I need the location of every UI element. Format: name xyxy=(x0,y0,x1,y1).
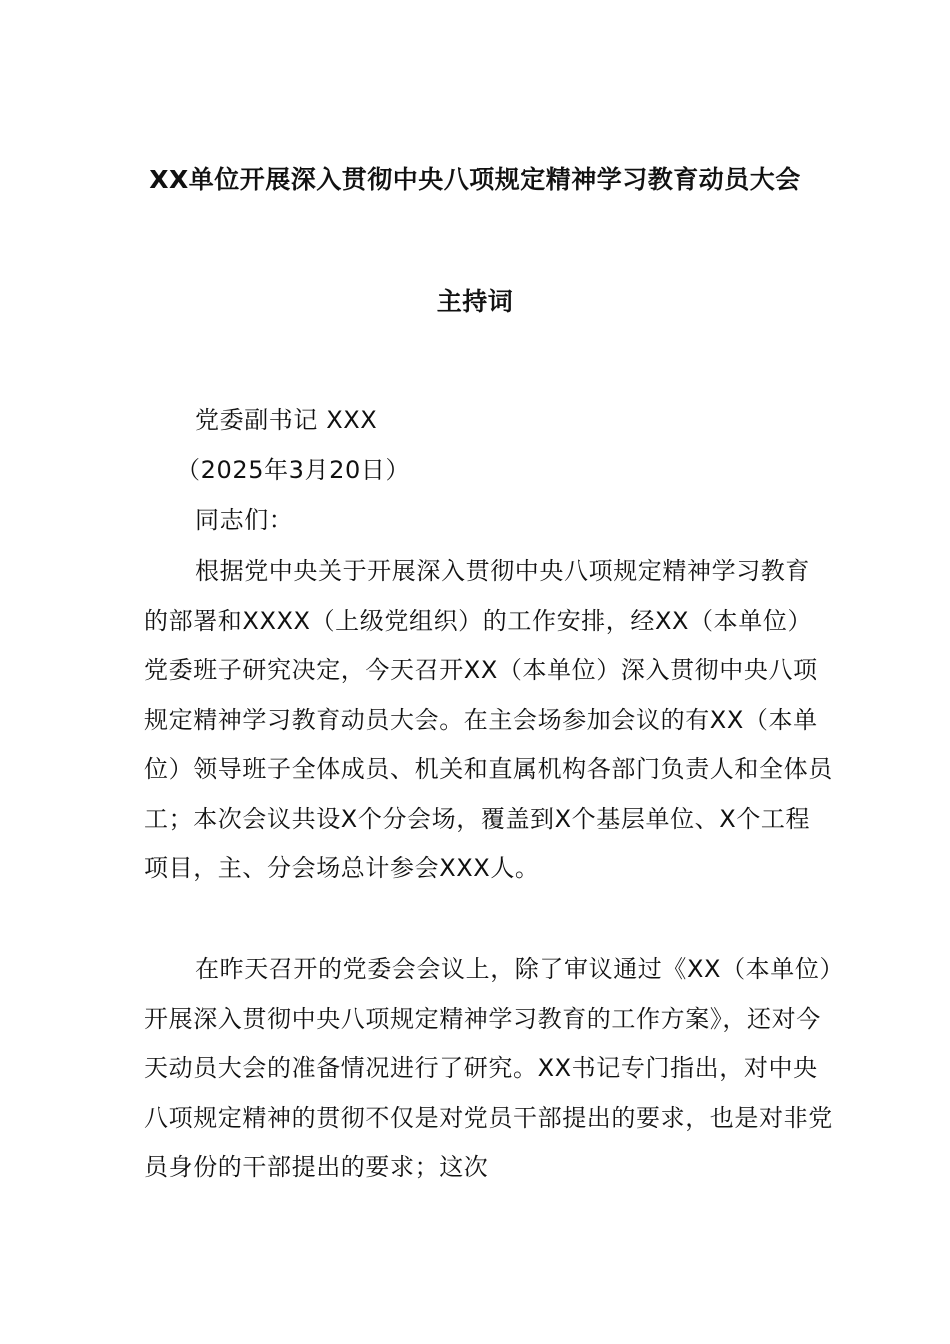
greeting-line: 同志们： xyxy=(195,506,294,534)
paragraph-2 xyxy=(144,945,834,1193)
document-subtitle: 主持词 xyxy=(436,287,514,316)
author-line: 党委副书记 XXX xyxy=(195,406,378,434)
paragraph-text: 在昨天召开的党委会会议上，除了审议通过《XX（本单位）开展深入贯彻中央八项规定精神学习教育的工作方案》，还对今天动员大会的准备情况进行了研究。XX书记专门指出，对中央八项规定精神的贯彻不仅是对党员干部提出的要求，也是对非党员身份的干部提出的要求；这次 xyxy=(144,955,833,1181)
document-title: XX单位开展深入贯彻中央八项规定精神学习教育动员大会 xyxy=(149,165,801,194)
paragraph-text: 根据党中央关于开展深入贯彻中央八项规定精神学习教育的部署和XXXX（上级党组织）的工作安排，经XX（本单位）党委班子研究决定，今天召开XX（本单位）深入贯彻中央八项规定精神学习教育动员大会。在主会场参加会议的有XX（本单位）领导班子全体成员、机关和直属机构各部门负责人和全体员工；本次会议共设X个分会场，覆盖到X个基层单位、X个工程项目，主、分会场总计参会XXX人。 xyxy=(144,557,833,882)
paragraph-1 xyxy=(144,547,834,894)
date-line: （2025年3月20日） xyxy=(176,456,411,484)
